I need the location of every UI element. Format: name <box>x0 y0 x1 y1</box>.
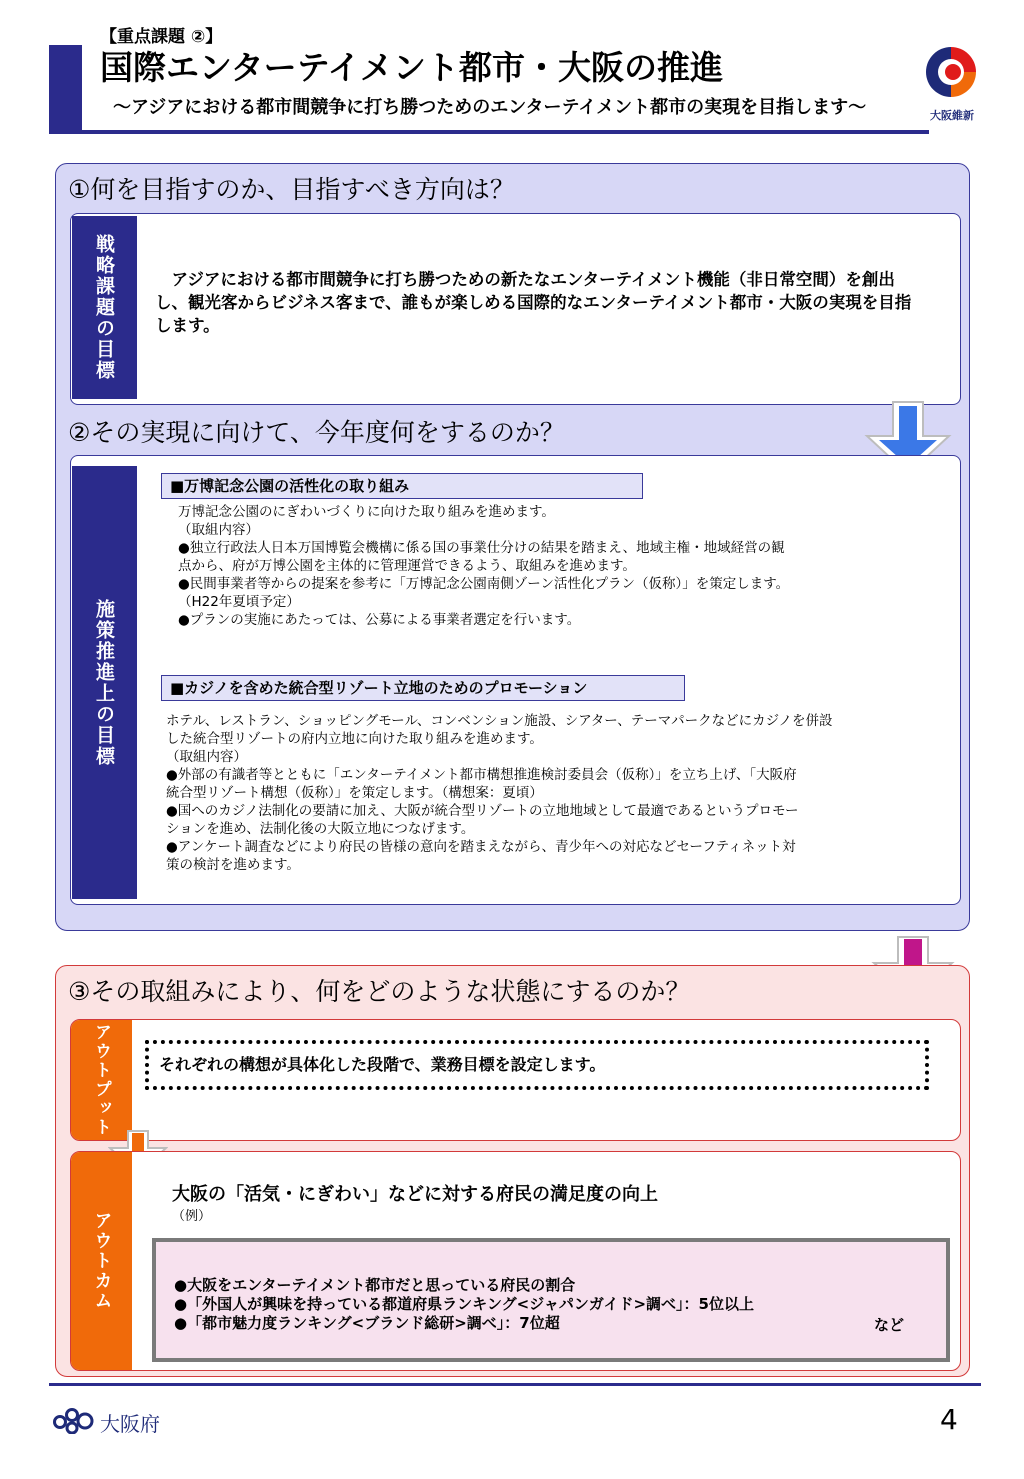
expo-line: （H22年夏頃予定） <box>178 594 300 610</box>
section1-heading: ①何を目指すのか、目指すべき方向は？ <box>68 175 515 204</box>
osaka-ishin-logo-icon <box>924 45 978 99</box>
expo-park-heading: ■万博記念公園の活性化の取り組み <box>161 473 643 499</box>
outcome-examples-list <box>174 1276 754 1333</box>
osaka-ishin-logo <box>918 45 986 127</box>
output-target-box <box>145 1040 929 1090</box>
casino-line: 統合型リゾート構想（仮称）」を策定します。（構想案：夏頃） <box>166 785 543 801</box>
page-number: 4 <box>940 1403 958 1436</box>
measures-label: 施策推進上の目標 <box>72 466 137 899</box>
casino-line: （取組内容） <box>166 749 247 765</box>
osaka-prefecture-logo-icon <box>52 1408 100 1434</box>
casino-line: ションを進め、法制化後の大阪立地につなげます。 <box>166 821 475 837</box>
expo-line: ●独立行政法人日本万国博覧会機構に係る国の事業仕分けの結果を踏まえ、地域主権・地域経営の観 <box>178 540 785 556</box>
casino-line: ホテル、レストラン、ショッピングモール、コンベンション施設、シアター、テーマパークなどにカジノを併設 <box>166 713 833 729</box>
outcome-title: 大阪の「活気・にぎわい」などに対する府民の満足度の向上 <box>172 1184 658 1205</box>
goal-label: 戦略課題の目標 <box>72 216 137 399</box>
casino-resort-heading: ■カジノを含めた統合型リゾート立地のためのプロモーション <box>161 675 685 701</box>
outcome-examples-box <box>152 1238 950 1362</box>
outcome-examples-etc: など <box>874 1316 905 1334</box>
expo-park-body <box>178 503 789 629</box>
goal-text: アジアにおける都市間競争に打ち勝つための新たなエンターテイメント機能（非日常空間）を創出し、観光客からビジネス客まで、誰もが楽しめる国際的なエンターテイメント都市・大阪の実現を目指します。 <box>155 270 912 335</box>
outcome-example-item: ●「都市魅力度ランキング<ブランド総研>調べ」：7位超 <box>174 1314 560 1332</box>
outcome-example-label: （例） <box>172 1209 212 1224</box>
section3-heading: ③その取組みにより、何をどのような状態にするのか？ <box>68 977 691 1006</box>
header-rule <box>49 130 929 134</box>
footer-rule <box>49 1383 981 1386</box>
casino-line: ●国へのカジノ法制化の要請に加え、大阪が統合型リゾートの立地地域として最適であるというプロモー <box>166 803 799 819</box>
header-tag: 【重点課題 ②】 <box>100 27 223 47</box>
output-label: アウトプット <box>71 1020 132 1140</box>
outcome-example-item: ●大阪をエンターテイメント都市だと思っている府民の割合 <box>174 1276 576 1294</box>
logo-text: 大阪維新 <box>930 109 974 122</box>
expo-line: 万博記念公園のにぎわいづくりに向けた取り組みを進めます。 <box>178 504 555 520</box>
section2-heading: ②その実現に向けて、今年度何をするのか？ <box>68 418 565 447</box>
outcome-label: アウトカム <box>71 1152 132 1370</box>
casino-resort-body <box>166 712 833 874</box>
footer-org-name: 大阪府 <box>100 1412 160 1436</box>
casino-line: ●アンケート調査などにより府民の皆様の意向を踏まえながら、青少年への対応などセーフティネット対 <box>166 839 796 855</box>
expo-line: ●民間事業者等からの提案を参考に「万博記念公園南側ゾーン活性化プラン（仮称）」を策定します。 <box>178 576 790 592</box>
casino-line: 策の検討を進めます。 <box>166 857 300 873</box>
page-subtitle: ～アジアにおける都市間競争に打ち勝つためのエンターテイメント都市の実現を目指します～ <box>113 97 867 118</box>
page-title: 国際エンターテイメント都市・大阪の推進 <box>100 48 724 87</box>
expo-line: ●プランの実施にあたっては、公募による事業者選定を行います。 <box>178 612 581 628</box>
expo-line: 点から、府が万博公園を主体的に管理運営できるよう、取組みを進めます。 <box>178 558 636 574</box>
outcome-example-item: ●「外国人が興味を持っている都道府県ランキング<ジャパンガイド>調べ」：5位以上 <box>174 1295 754 1313</box>
casino-line: ●外部の有識者等とともに「エンターテイメント都市構想推進検討委員会（仮称）」を立ち上げ、「大阪府 <box>166 767 797 783</box>
output-text: それぞれの構想が具体化した段階で、業務目標を設定します。 <box>159 1055 606 1074</box>
casino-line: した統合型リゾートの府内立地に向けた取り組みを進めます。 <box>166 731 543 747</box>
header-accent-bar <box>49 45 82 133</box>
expo-line: （取組内容） <box>178 522 259 538</box>
